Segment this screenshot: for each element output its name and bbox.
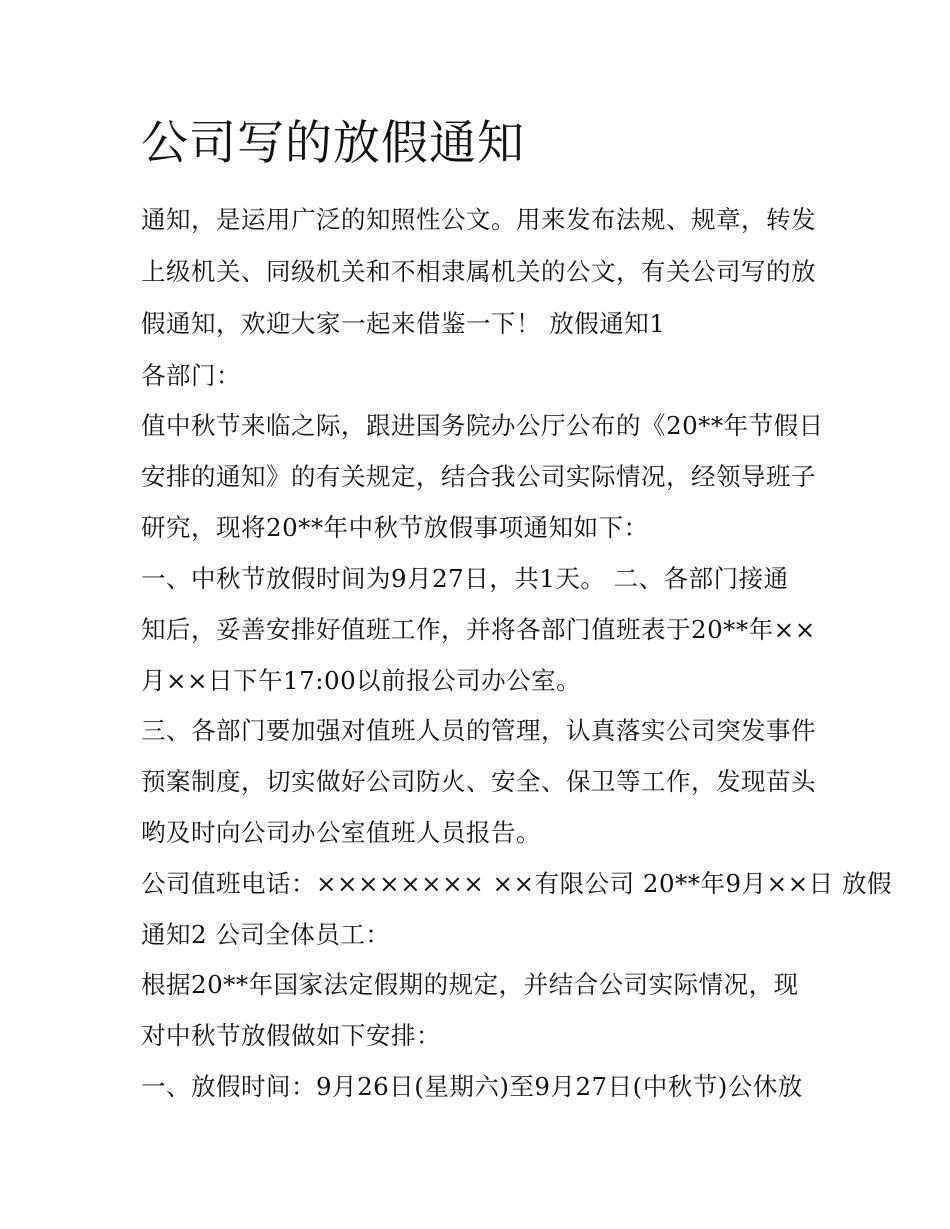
text-line: 知后，妥善安排好值班工作，并将各部门值班表于20**年××: [141, 615, 816, 644]
text-line: 月××日下午17:00以前报公司办公室。: [141, 666, 582, 695]
text-line: 上级机关、同级机关和不相隶属机关的公文，有关公司写的放: [141, 257, 816, 286]
text-line: 一、中秋节放假时间为9月27日，共1天。 二、各部门接通: [141, 564, 789, 593]
text-line: 根据20**年国家法定假期的规定，并结合公司实际情况，现: [141, 970, 799, 999]
text-line: 各部门：: [141, 361, 241, 390]
text-line: 研究，现将20**年中秋节放假事项通知如下：: [141, 513, 649, 542]
text-line: 通知2 公司全体员工：: [141, 920, 391, 949]
text-line: 假通知，欢迎大家一起来借鉴一下！ 放假通知1: [141, 309, 666, 338]
text-line: 对中秋节放假做如下安排：: [141, 1021, 441, 1050]
text-line: 安排的通知》的有关规定，结合我公司实际情况，经领导班子: [141, 462, 816, 491]
text-line: 哟及时向公司办公室值班人员报告。: [141, 818, 541, 847]
text-line: 三、各部门要加强对值班人员的管理，认真落实公司突发事件: [141, 716, 816, 745]
text-line: 公司值班电话：×××××××× ××有限公司 20**年9月××日 放假: [141, 869, 892, 898]
text-line: 预案制度，切实做好公司防火、安全、保卫等工作，发现苗头: [141, 767, 816, 796]
text-line: 一、放假时间：9月26日(星期六)至9月27日(中秋节)公休放: [141, 1072, 803, 1101]
text-line: 通知，是运用广泛的知照性公文。用来发布法规、规章，转发: [141, 205, 816, 234]
text-line: 值中秋节来临之际，跟进国务院办公厅公布的《20**年节假日: [141, 411, 824, 440]
document-title: 公司写的放假通知: [141, 116, 525, 171]
